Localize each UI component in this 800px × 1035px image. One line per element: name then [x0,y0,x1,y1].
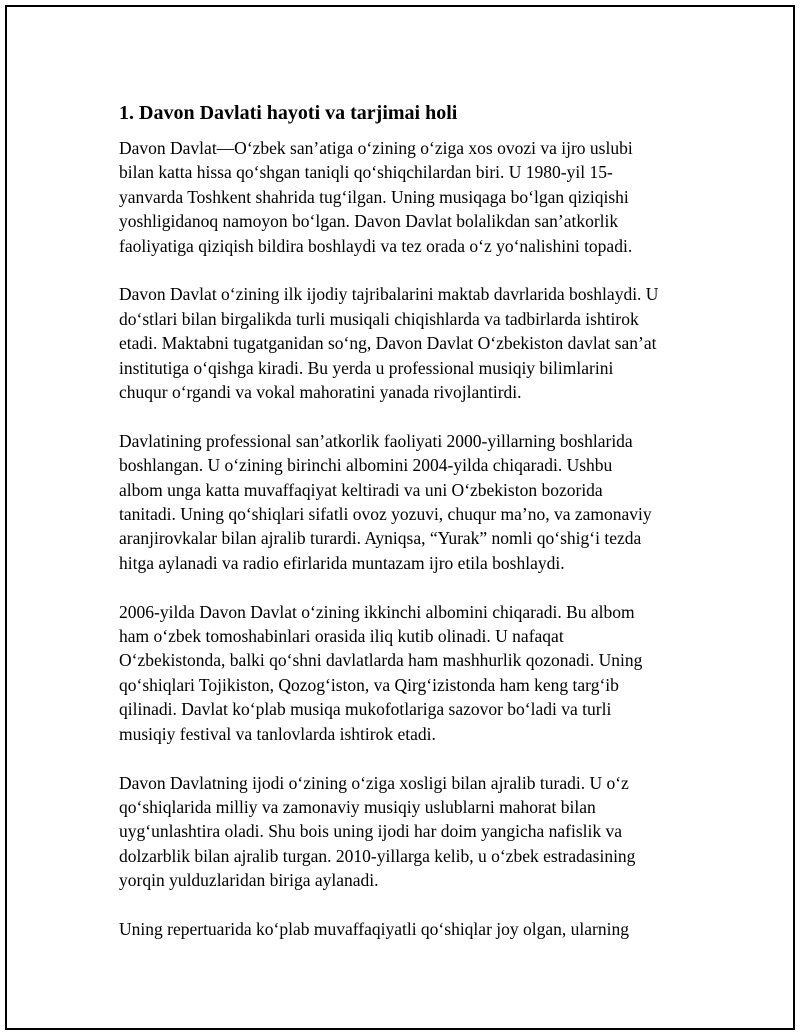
paragraph-4: 2006-yilda Davon Davlat o‘zining ikkinchi albomini chiqaradi. Bu albom ham o‘zbek tomoshabinlari orasida iliq kutib olinadi. U nafaqat O‘zbekistonda, balki qo‘shni davlatlarda ham mashhurlik qozonadi. Uning qo‘shiqlari Tojikiston, Qozog‘iston, va Qirg‘izistonda ham keng targ‘ib qilinadi. Davlat ko‘plab musiqa mukofotlariga sazovor bo‘ladi va turli musiqiy festival va tanlovlarda ishtirok etadi. [119,601,643,744]
page-frame [5,5,795,1030]
paragraph-5: Davon Davlatning ijodi o‘zining o‘ziga xosligi bilan ajralib turadi. U o‘z qo‘shiqlarida milliy va zamonaviy musiqiy uslublarni mahorat bilan uyg‘unlashtira oladi. Shu bois uning ijodi har doim yangicha nafislik va dolzarblik bilan ajralib turgan. 2010-yillarga kelib, u o‘zbek estradasining yorqin yulduzlaridan biriga aylanadi. [119,772,636,891]
paragraph-3: Davlatining professional san’atkorlik faoliyati 2000-yillarning boshlarida boshlangan. U o‘zining birinchi albomini 2004-yilda chiqaradi. Ushbu albom unga katta muvaffaqiyat keltiradi va uni O‘zbekiston bozorida tanitadi. Uning qo‘shiqlari sifatli ovoz yozuvi, chuqur ma’no, va zamonaviy aranjirovkalar bilan ajralib turardi. Ayniqsa, “Yurak” nomli qo‘shig‘i tezda hitga aylanadi va radio efirlarida muntazam ijro etila boshlaydi. [119,430,652,573]
paragraph-2: Davon Davlat o‘zining ilk ijodiy tajribalarini maktab davrlarida boshlaydi. U do‘stlari bilan birgalikda turli musiqali chiqishlarda va tadbirlarda ishtirok etadi. Maktabni tugatganidan so‘ng, Davon Davlat O‘zbekiston davlat san’at institutiga o‘qishga kiradi. Bu yerda u professional musiqiy bilimlarini chuqur o‘rgandi va vokal mahoratini yanada rivojlantirdi. [119,284,659,403]
paragraph-1: Davon Davlat—O‘zbek san’atiga o‘zining o‘ziga xos ovozi va ijro uslubi bilan katta hissa qo‘shgan taniqli qo‘shiqchilardan biri. U 1980-yil 15- yanvarda Toshkent shahrida tug‘ilgan. Uning musiqaga bo‘lgan qiziqishi yoshligidanoq namoyon bo‘lgan. Davon Davlat bolalikdan san’atkorlik faoliyatiga qiziqish bildira boshlaydi va tez orada o‘z yo‘nalishini topadi. [119,138,633,256]
document-body [119,100,709,966]
section-heading: 1. Davon Davlati hayoti va tarjimai holi [119,102,458,124]
paragraph-6: Uning repertuarida ko‘plab muvaffaqiyatli qo‘shiqlar joy olgan, ularning [119,918,629,939]
